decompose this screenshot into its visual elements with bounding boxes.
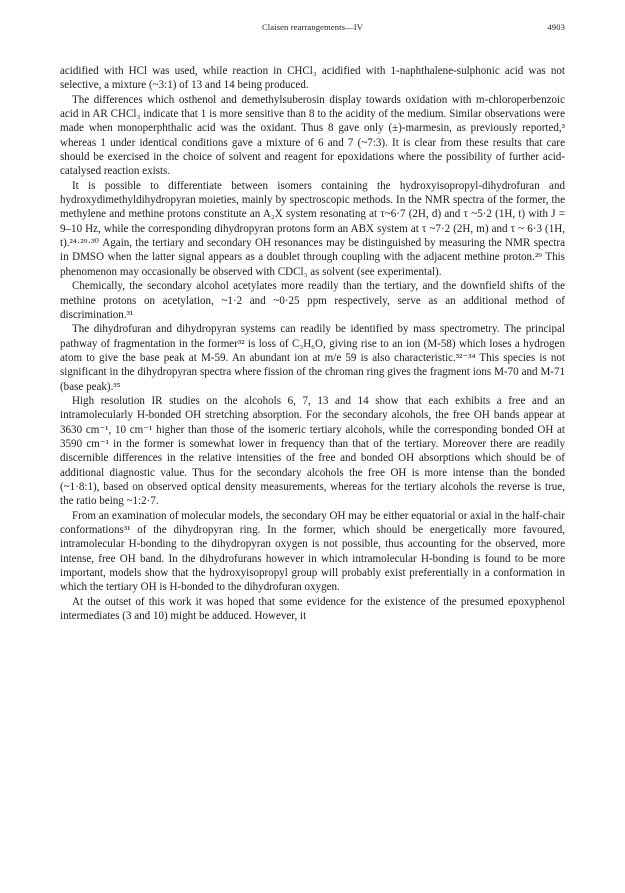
paragraph-epoxyphenol: At the outset of this work it was hoped that some evidence for the existence of the presumed epoxyphenol intermediates (3 and 10) might be adduced. However, it — [60, 595, 565, 623]
paragraph-molecular-models: From an examination of molecular models, the secondary OH may be either equatorial or axial in the half-chair conformations³¹ of the dihydropyran ring. In the former, which should be energetically more favoured, intramolecular H-bonding to the dihydropyran oxygen is not possible, thus accounting for the observed, more intense, free OH band. In the dihydrofurans however in which intramolecular H-bonding is found to be more important, models show that the hydroxyisopropyl group will probably exist preferentially in a conformation in which the tertiary OH is H-bonded to the dihydrofuran oxygen. — [60, 509, 565, 594]
paragraph-oxidation-sensitivity: The differences which osthenol and demethylsuberosin display towards oxidation with m-chloroperbenzoic acid in AR CHCl₃ indicate that 1 is more sensitive than 8 to the acidity of the medium. Similar observations were made when monoperphthalic acid was the oxidant. Thus 8 gave only (±)-marmesin, as previously reported,³ whereas 1 under identical conditions gave a mixture of 6 and 7 (~7:3). It is clear from these results that care should be exercised in the choice of solvent and reagent for epoxidations where the possibility of further acid-catalysed reaction exists. — [60, 93, 565, 178]
paragraph-continued: acidified with HCl was used, while reaction in CHCl₃ acidified with 1-naphthalene-sulphonic acid was not selective, a mixture (~3:1) of 13 and 14 being produced. — [60, 65, 565, 92]
running-title: Claisen rearrangements—IV — [261, 22, 364, 32]
article-body — [60, 64, 565, 623]
paragraph-nmr-differentiation: It is possible to differentiate between isomers containing the hydroxyisopropyl-dihydrofuran and hydroxydimethyldihydropyran moieties, mainly by spectroscopic methods. In the NMR spectra of the former, the methylene and methine protons constitute an A₂X system resonating at τ~6·7 (2H, d) and τ ~5·2 (1H, t) with J = 9–10 Hz, while the corresponding dihydropyran protons form an ABX system at τ ~7·2 (2H, m) and τ ~ 6·3 (1H, t).²⁴·²⁹·³⁰ Again, the tertiary and secondary OH resonances may be distinguished by measuring the NMR spectra in DMSO when the latter signal appears as a doublet through coupling with the adjacent methine proton.²⁹ This phenomenon may occasionally be observed with CDCl₃ as solvent (see experimental). — [60, 179, 565, 278]
paragraph-mass-spectrometry: The dihydrofuran and dihydropyran systems can readily be identified by mass spectrometry. The principal pathway of fragmentation in the former³² is loss of C₃H₆O, giving rise to an ion (M-58) which loses a hydrogen atom to give the base peak at M-59. An abundant ion at m/e 59 is also characteristic.³²⁻³⁴ This species is not significant in the dihydropyran spectra where fission of the chroman ring gives the fragment ions M-70 and M-71 (base peak).³⁵ — [60, 323, 565, 393]
paragraph-ir-studies: High resolution IR studies on the alcohols 6, 7, 13 and 14 show that each exhibits a free and an intramolecularly H-bonded OH stretching absorption. For the secondary alcohols, the free OH bands appear at 3630 cm⁻¹, 10 cm⁻¹ higher than those of the isomeric tertiary alcohols, while the corresponding bonded OH at 3590 cm⁻¹ in the former is somewhat lower in frequency than that of the tertiary. Moreover there are readily discernible differences in the relative intensities of the free and bonded OH absorptions which should be of additional diagnostic value. Thus for the secondary alcohols the free OH is more intense than the bonded (~1·8:1), based on observed optical density measurements, whereas for the tertiary alcohols the reverse is true, the ratio being ~1:2·7. — [60, 394, 565, 508]
paragraph-acetylation: Chemically, the secondary alcohol acetylates more readily than the tertiary, and the downfield shifts of the methine protons on acetylation, ~1·2 and ~0·25 ppm respectively, serve as an additional method of discrimination.³¹ — [60, 280, 565, 321]
running-head — [60, 22, 565, 40]
page-number: 4903 — [547, 22, 565, 32]
